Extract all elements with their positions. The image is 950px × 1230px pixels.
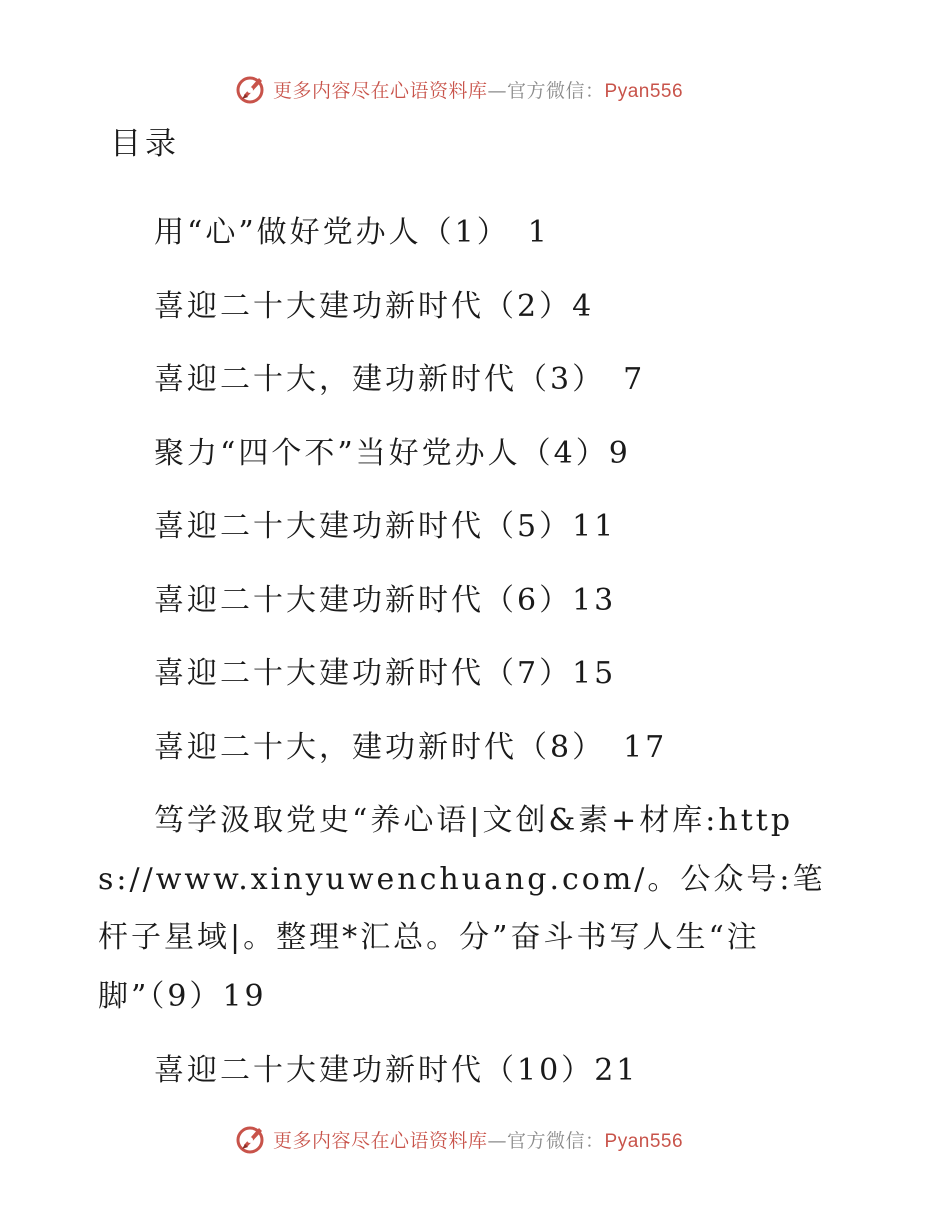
toc-entry-page: 19	[222, 978, 267, 1014]
header-banner	[235, 72, 683, 106]
toc-entry-page: 9	[608, 435, 631, 471]
toc-entry-page: 21	[594, 1053, 639, 1088]
toc-entry-page: 15	[572, 656, 617, 691]
header-brand-text: 更多内容尽在心语资料库	[273, 79, 488, 102]
toc-entry[interactable]	[98, 564, 838, 638]
header-banner-text	[273, 76, 683, 103]
toc-entry-page: 7	[623, 362, 646, 397]
footer-banner-text	[273, 1126, 683, 1153]
toc-entry-title: 用“心”做好党办人（1）	[154, 215, 495, 250]
toc-entry-title: 喜迎二十大建功新时代（6）	[154, 582, 573, 618]
toc-entry-title: 喜迎二十大建功新时代（2）	[154, 288, 573, 324]
toc-entry-page: 17	[623, 729, 668, 765]
toc-title: 目录	[110, 126, 180, 162]
footer-brand-text: 更多内容尽在心语资料库	[273, 1129, 488, 1152]
footer-separator: —	[487, 1129, 508, 1152]
header-separator: —	[487, 79, 508, 102]
footer-wechat-id: Pyan556	[604, 1130, 684, 1152]
toc-entry-gap	[590, 362, 623, 397]
toc-entry-page: 1	[527, 215, 550, 250]
toc-entry-title: 喜迎二十大建功新时代（10）	[154, 1053, 595, 1088]
toc-entry[interactable]	[98, 270, 838, 344]
toc-entry[interactable]	[98, 490, 838, 564]
toc-entry-page: 13	[572, 582, 617, 618]
footer-wechat-label: 官方微信：	[507, 1129, 605, 1152]
toc-entry[interactable]	[98, 637, 838, 711]
toc-entry[interactable]	[98, 711, 838, 785]
header-wechat-id: Pyan556	[604, 80, 684, 102]
toc-entry-page: 11	[572, 509, 617, 544]
toc-entry[interactable]	[98, 417, 838, 491]
header-wechat-label: 官方微信：	[507, 79, 605, 102]
toc-entry-gap	[495, 215, 528, 250]
toc-entry-title: 喜迎二十大，建功新时代（8）	[154, 729, 591, 765]
footer-banner	[235, 1122, 683, 1156]
toc-entry[interactable]	[98, 1034, 838, 1108]
toc-entry-title: 笃学汲取党史“养心语|文创&素+材库:https://www.xinyuwenchuang.com/。公众号:笔杆子星域|。整理*汇总。分”奋斗书写人生“注脚”（9）	[98, 803, 826, 1014]
toc-entry-gap	[590, 730, 623, 765]
toc-entry[interactable]	[98, 784, 838, 1034]
toc-entry[interactable]	[98, 343, 838, 417]
quill-pen-logo-icon	[235, 73, 267, 105]
toc-entry-title: 喜迎二十大建功新时代（5）	[154, 509, 573, 544]
quill-pen-logo-icon	[235, 1123, 267, 1155]
toc-entry-title: 聚力“四个不”当好党办人（4）	[154, 435, 609, 471]
toc-entry[interactable]	[98, 196, 838, 270]
toc-entry-title: 喜迎二十大建功新时代（7）	[154, 656, 573, 691]
toc-entry-title: 喜迎二十大，建功新时代（3）	[154, 362, 591, 397]
toc-entry-page: 4	[572, 288, 595, 324]
toc-list	[98, 196, 838, 1108]
